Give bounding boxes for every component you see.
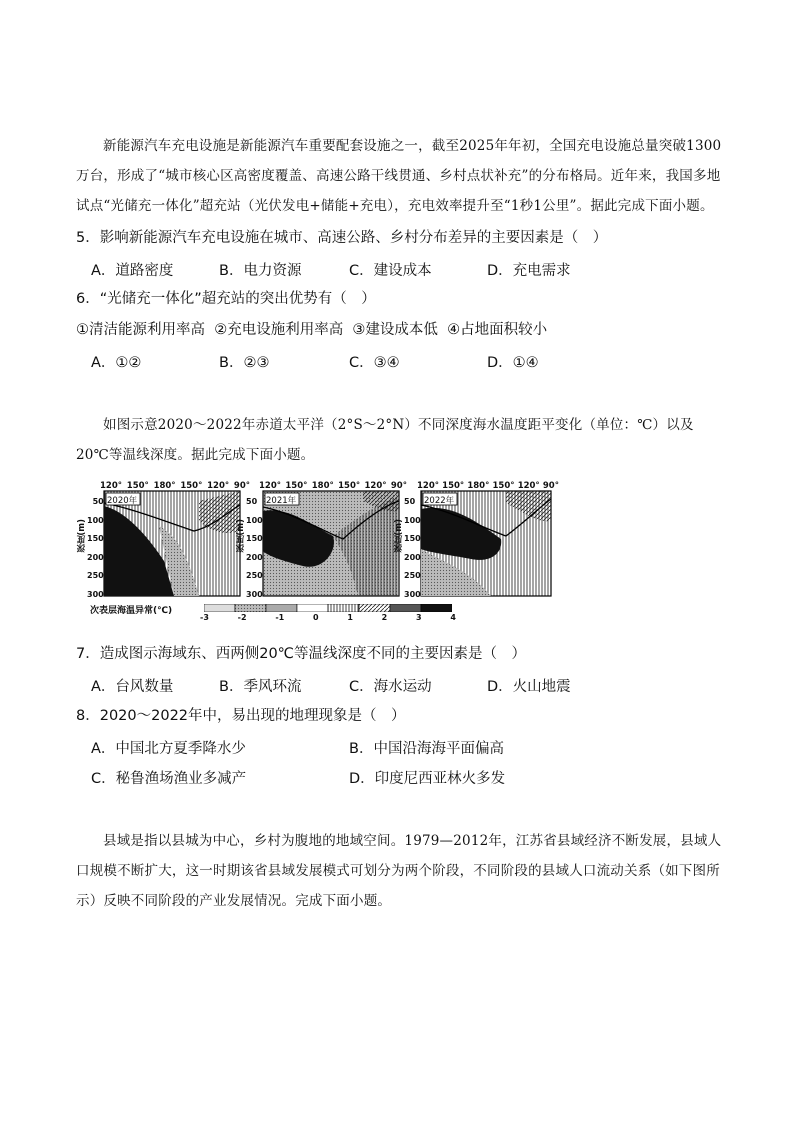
q7-option-d[interactable]: D．火山地震 xyxy=(487,679,571,695)
tick: 100 xyxy=(404,515,421,525)
q8-option-b[interactable]: B．中国沿海海平面偏高 xyxy=(349,741,504,757)
top-ticks-2022 xyxy=(417,481,559,491)
q7-option-a[interactable]: A．台风数量 xyxy=(91,679,174,695)
tick: 90° xyxy=(233,481,250,491)
question-7-options xyxy=(91,675,731,695)
legend-tick: 2 xyxy=(381,613,388,622)
question-6-options xyxy=(91,351,731,371)
q5-option-d[interactable]: D．充电需求 xyxy=(487,263,571,279)
tick: 150° xyxy=(180,481,203,491)
q6-option-d[interactable]: D．①④ xyxy=(487,355,539,371)
panel-2020 xyxy=(104,491,240,596)
passage-ev-charging: 新能源汽车充电设施是新能源汽车重要配套设施之一，截至2025年年初，全国充电设施总量突破1300万台，形成了“城市核心区高密度覆盖、高速公路干线贯通、乡村点状补充”的分布格局。近年来，我国多地试点“光储充一体化”超充站（光伏发电+储能+充电），充电效率提升至“1秒1公里”。据此完成下面小题。 xyxy=(76,138,722,214)
tick: 150° xyxy=(126,481,149,491)
tick: 180° xyxy=(467,481,490,491)
legend-tick: -1 xyxy=(275,613,285,622)
question-7-stem: 7．造成图示海域东、西两侧20℃等温线深度不同的主要因素是（ ） xyxy=(76,646,526,662)
q8-option-d[interactable]: D．印度尼西亚林火多发 xyxy=(349,771,506,787)
tick: 200 xyxy=(404,552,421,562)
q5-option-a[interactable]: A．道路密度 xyxy=(91,263,174,279)
tick: 50 xyxy=(92,497,104,506)
tick: 120° xyxy=(207,481,230,491)
question-8-options-row2 xyxy=(91,767,731,787)
question-6-stem: 6．“光储充一体化”超充站的突出优势有（ ） xyxy=(76,291,376,307)
top-ticks-2021 xyxy=(259,481,407,491)
tick: 150° xyxy=(442,481,465,491)
legend-tick: 3 xyxy=(416,613,422,622)
question-8-stem: 8．2020～2022年中，易出现的地理现象是（ ） xyxy=(76,708,406,724)
question-8-options-row1 xyxy=(91,737,731,757)
panel-label-2022: 2022年 xyxy=(424,496,455,506)
tick: 100 xyxy=(87,515,104,525)
tick: 180° xyxy=(153,481,176,491)
tick: 120° xyxy=(417,481,439,491)
y-ticks-2021 xyxy=(246,497,263,599)
tick: 120° xyxy=(100,481,122,491)
q7-option-b[interactable]: B．季风环流 xyxy=(219,679,302,695)
tick: 150 xyxy=(404,534,421,544)
q8-option-a[interactable]: A．中国北方夏季降水少 xyxy=(91,741,246,757)
legend-ticks xyxy=(200,613,456,622)
q5-option-b[interactable]: B．电力资源 xyxy=(219,263,302,279)
anomaly-legend xyxy=(76,602,476,624)
question-5-stem: 5．影响新能源汽车充电设施在城市、高速公路、乡村分布差异的主要因素是（ ） xyxy=(76,230,608,246)
tick: 90° xyxy=(390,481,407,491)
q5-option-c[interactable]: C．建设成本 xyxy=(349,263,432,279)
y-axis-label-2021: 深度(m) xyxy=(236,519,246,553)
q7-option-c[interactable]: C．海水运动 xyxy=(349,679,432,695)
panel-2021 xyxy=(263,491,399,596)
tick: 150° xyxy=(338,481,361,491)
question-6-items: ①清洁能源利用率高 ②充电设施利用率高 ③建设成本低 ④占地面积较小 xyxy=(76,322,548,338)
tick: 50 xyxy=(246,497,258,506)
legend-tick: 4 xyxy=(450,613,456,622)
ocean-panels-graphic xyxy=(76,481,556,603)
tick: 50 xyxy=(404,497,416,506)
top-ticks-2020 xyxy=(100,481,250,491)
panel-label-2021: 2021年 xyxy=(266,496,297,506)
y-axis-label-2022: 深度(m) xyxy=(394,519,404,553)
y-ticks-2020 xyxy=(87,497,104,599)
tick: 120° xyxy=(517,481,540,491)
tick: 150 xyxy=(87,534,104,544)
q6-option-b[interactable]: B．②③ xyxy=(219,355,270,371)
legend-tick: -2 xyxy=(237,613,247,622)
legend-colorbar xyxy=(204,604,452,612)
tick: 180° xyxy=(311,481,334,491)
tick: 200 xyxy=(246,552,263,562)
q6-option-a[interactable]: A．①② xyxy=(91,355,142,371)
tick: 200 xyxy=(87,552,104,562)
panel-label-2020: 2020年 xyxy=(107,496,138,506)
tick: 150 xyxy=(246,534,263,544)
tick: 100 xyxy=(246,515,263,525)
q8-option-c[interactable]: C．秘鲁渔场渔业多减产 xyxy=(91,771,247,787)
tick: 120° xyxy=(364,481,387,491)
tick: 120° xyxy=(259,481,281,491)
legend-tick: -3 xyxy=(200,613,209,622)
legend-title: 次表层海温异常(℃) xyxy=(90,606,173,616)
passage-pacific-temperature: 如图示意2020～2022年赤道太平洋（2°S～2°N）不同深度海水温度距平变化（单位：℃）以及20℃等温线深度。据此完成下面小题。 xyxy=(76,417,694,463)
tick: 90° xyxy=(542,481,559,491)
passage-county-population: 县域是指以县城为中心，乡村为腹地的地域空间。1979—2012年，江苏省县域经济不断发展，县域人口规模不断扩大，这一时期该省县域发展模式可划分为两个阶段，不同阶段的县域人口流动关系（如下图所示）反映不同阶段的产业发展情况。完成下面小题。 xyxy=(76,833,722,909)
tick: 300 xyxy=(404,589,421,599)
q6-option-c[interactable]: C．③④ xyxy=(349,355,400,371)
ocean-temperature-figure xyxy=(76,481,559,621)
tick: 150° xyxy=(285,481,308,491)
tick: 250 xyxy=(404,571,421,581)
tick: 250 xyxy=(87,571,104,581)
tick: 300 xyxy=(246,589,263,599)
tick: 250 xyxy=(246,571,263,581)
y-axis-label-2020: 深度(m) xyxy=(77,519,87,553)
tick: 150° xyxy=(492,481,515,491)
question-5-options xyxy=(91,259,731,279)
legend-tick: 1 xyxy=(347,613,353,622)
panel-2022 xyxy=(421,491,551,596)
y-ticks-2022 xyxy=(404,497,421,599)
tick: 300 xyxy=(87,589,104,599)
legend-tick: 0 xyxy=(312,613,319,622)
